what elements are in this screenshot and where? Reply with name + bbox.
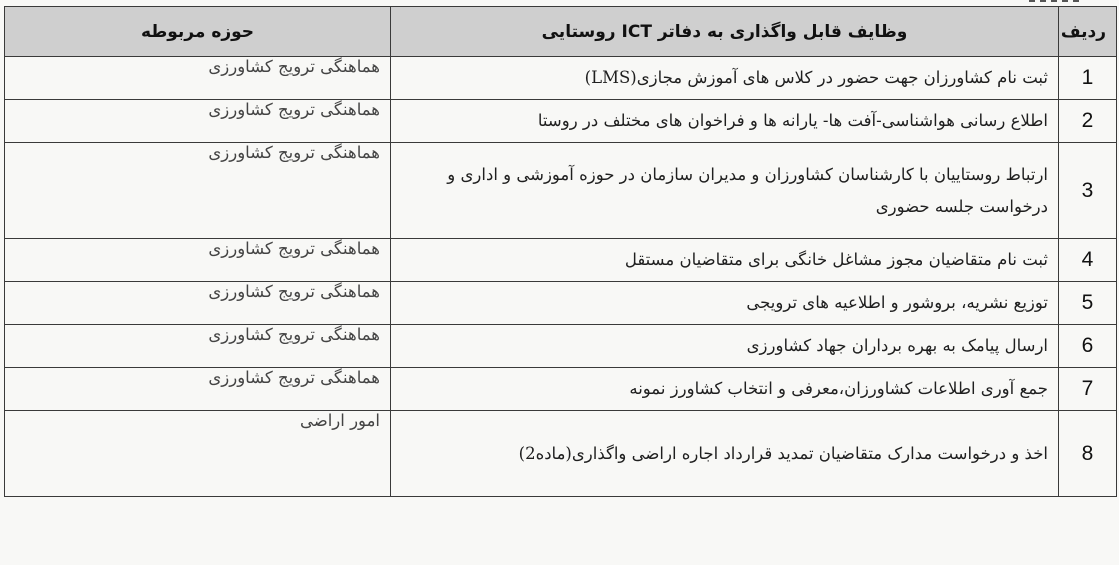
table-row <box>5 282 1117 325</box>
row-number: 6 <box>1059 325 1117 368</box>
table-row <box>5 57 1117 100</box>
task-cell: توزیع نشریه، بروشور و اطلاعیه های ترویجی <box>391 282 1059 325</box>
row-number: 5 <box>1059 282 1117 325</box>
row-number: 2 <box>1059 100 1117 143</box>
area-cell: هماهنگی ترویج کشاورزی <box>5 57 391 100</box>
area-cell: امور اراضی <box>5 411 391 497</box>
row-number: 1 <box>1059 57 1117 100</box>
task-cell: ارتباط روستاییان با کارشناسان کشاورزان و مدیران سازمان در حوزه آموزشی و اداری و درخواست جلسه حضوری <box>391 143 1059 239</box>
area-cell: هماهنگی ترویج کشاورزی <box>5 325 391 368</box>
task-cell: اطلاع رسانی هواشناسی-آفت ها- یارانه ها و فراخوان های مختلف در روستا <box>391 100 1059 143</box>
table-row <box>5 100 1117 143</box>
header-area: حوزه مربوطه <box>5 7 391 57</box>
task-cell: ارسال پیامک به بهره برداران جهاد کشاورزی <box>391 325 1059 368</box>
row-number: 7 <box>1059 368 1117 411</box>
task-cell: جمع آوری اطلاعات کشاورزان،معرفی و انتخاب کشاورز نمونه <box>391 368 1059 411</box>
header-task: وظایف قابل واگذاری به دفاتر ICT روستایی <box>391 7 1059 57</box>
task-cell: اخذ و درخواست مدارک متقاضیان تمدید قرارداد اجاره اراضی واگذاری(ماده2) <box>391 411 1059 497</box>
table-header-row <box>5 7 1117 57</box>
table-row <box>5 325 1117 368</box>
table-row <box>5 143 1117 239</box>
row-number: 8 <box>1059 411 1117 497</box>
area-cell: هماهنگی ترویج کشاورزی <box>5 100 391 143</box>
table-row <box>5 239 1117 282</box>
table-row <box>5 368 1117 411</box>
row-number: 3 <box>1059 143 1117 239</box>
area-cell: هماهنگی ترویج کشاورزی <box>5 368 391 411</box>
task-cell: ثبت نام کشاورزان جهت حضور در کلاس های آموزش مجازی(LMS) <box>391 57 1059 100</box>
header-row-number: ردیف <box>1059 7 1117 57</box>
area-cell: هماهنگی ترویج کشاورزی <box>5 239 391 282</box>
area-cell: هماهنگی ترویج کشاورزی <box>5 282 391 325</box>
row-number: 4 <box>1059 239 1117 282</box>
ict-tasks-table <box>4 6 1117 497</box>
area-cell: هماهنگی ترویج کشاورزی <box>5 143 391 239</box>
task-cell: ثبت نام متقاضیان مجوز مشاغل خانگی برای متقاضیان مستقل <box>391 239 1059 282</box>
table-row <box>5 411 1117 497</box>
